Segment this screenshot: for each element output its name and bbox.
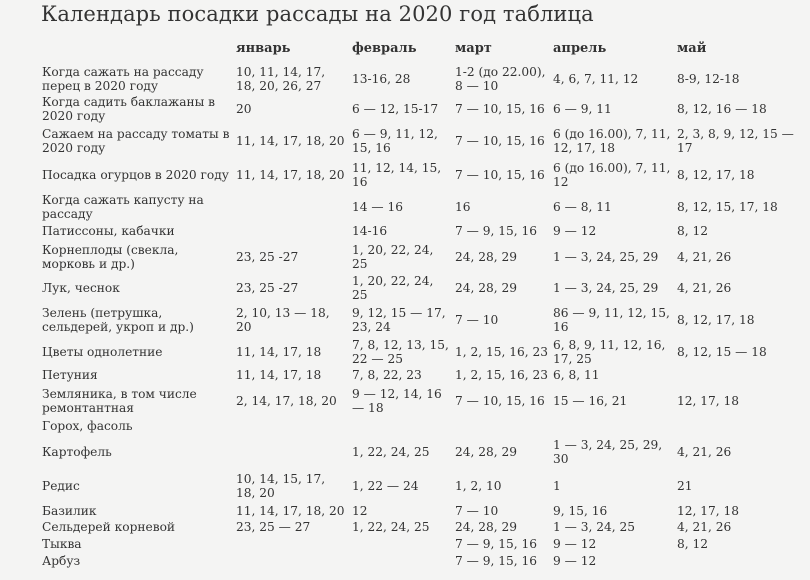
crop-name-cell: Зелень (петрушка, сельдерей, укроп и др.) xyxy=(42,306,194,334)
crop-name-cell: Когда сажать капусту на рассаду xyxy=(42,192,204,221)
january-cell xyxy=(236,535,352,552)
header-march: март xyxy=(455,41,492,56)
april-cell: 9 — 12 xyxy=(553,536,597,551)
april-cell xyxy=(553,418,677,434)
may-cell: 12, 17, 18 xyxy=(677,394,740,408)
table-row xyxy=(39,222,810,240)
crop-name-cell: Горох, фасоль xyxy=(42,419,133,433)
may-cell: 21 xyxy=(677,479,693,493)
february-cell: 1, 22, 24, 25 xyxy=(352,520,430,534)
table-row xyxy=(39,434,810,470)
february-cell: 1, 22, 24, 25 xyxy=(352,445,430,459)
january-cell: 23, 25 — 27 xyxy=(236,520,311,534)
january-cell xyxy=(236,222,352,240)
header-may: май xyxy=(677,41,707,56)
table-row xyxy=(39,240,810,274)
table-row xyxy=(39,418,810,434)
april-cell: 6 (до 16.00), 7, 11, 12 xyxy=(553,160,671,189)
crop-name-cell: Земляника, в том числе ремонтантная xyxy=(42,387,197,415)
february-cell: 14 — 16 xyxy=(352,199,403,214)
crop-name-cell: Когда садить баклажаны в 2020 году xyxy=(42,95,216,123)
table-row xyxy=(39,470,810,502)
april-cell: 6, 8, 9, 11, 12, 16, 17, 25 xyxy=(553,338,666,366)
may-cell xyxy=(677,366,810,384)
january-cell: 11, 14, 17, 18 xyxy=(236,368,322,382)
february-cell: 7, 8, 22, 23 xyxy=(352,368,422,382)
may-cell: 4, 21, 26 xyxy=(677,281,732,295)
february-cell: 9, 12, 15 — 17, 23, 24 xyxy=(352,306,446,334)
march-cell: 1, 2, 10 xyxy=(455,479,502,493)
header-january: январь xyxy=(236,41,291,56)
february-cell: 1, 20, 22, 24, 25 xyxy=(352,243,434,271)
crop-name-cell: Лук, чеснок xyxy=(42,281,120,295)
table-header-row xyxy=(39,42,810,62)
crop-name-cell: Сельдерей корневой xyxy=(42,520,176,534)
crop-name-cell: Картофель xyxy=(42,445,112,459)
april-cell: 6 — 9, 11 xyxy=(553,102,612,116)
crop-name-cell: Базилик xyxy=(42,503,97,518)
crop-name-cell: Когда сажать на рассаду перец в 2020 году xyxy=(42,64,204,93)
march-cell: 7 — 10, 15, 16 xyxy=(455,167,545,182)
may-cell: 2, 3, 8, 9, 12, 15 — 17 xyxy=(677,126,794,155)
header-april: апрель xyxy=(553,41,607,56)
february-cell: 1, 20, 22, 24, 25 xyxy=(352,274,434,302)
march-cell: 16 xyxy=(455,199,471,214)
crop-name-cell: Арбуз xyxy=(42,553,81,568)
february-cell: 6 — 12, 15-17 xyxy=(352,102,439,116)
may-cell: 8, 12 xyxy=(677,224,709,238)
april-cell: 9, 15, 16 xyxy=(553,503,608,518)
may-cell: 12, 17, 18 xyxy=(677,503,740,518)
march-cell: 24, 28, 29 xyxy=(455,281,518,295)
january-cell: 11, 14, 17, 18 xyxy=(236,345,322,359)
table-row xyxy=(39,338,810,366)
january-cell: 11, 14, 17, 18, 20 xyxy=(236,503,345,518)
crop-name-cell: Редис xyxy=(42,479,80,493)
table-body xyxy=(39,62,810,569)
january-cell: 2, 14, 17, 18, 20 xyxy=(236,394,337,408)
january-cell xyxy=(236,552,352,569)
february-cell xyxy=(352,535,455,552)
january-cell: 10, 14, 15, 17, 18, 20 xyxy=(236,472,326,500)
table-row xyxy=(39,535,810,552)
may-cell: 8, 12, 15 — 18 xyxy=(677,345,767,359)
march-cell: 7 — 10, 15, 16 xyxy=(455,133,545,148)
table-row xyxy=(39,274,810,302)
february-cell xyxy=(352,418,455,434)
crop-name-cell: Сажаем на рассаду томаты в 2020 году xyxy=(42,126,230,155)
march-cell: 7 — 10 xyxy=(455,313,499,327)
march-cell: 7 — 10, 15, 16 xyxy=(455,394,545,408)
april-cell: 9 — 12 xyxy=(553,553,597,568)
april-cell: 4, 6, 7, 11, 12 xyxy=(553,71,639,86)
april-cell: 6 — 8, 11 xyxy=(553,199,612,214)
april-cell: 1 — 3, 24, 25, 29 xyxy=(553,281,659,295)
table-row xyxy=(39,62,810,95)
crop-name-cell: Патиссоны, кабачки xyxy=(42,224,175,238)
march-cell: 7 — 10, 15, 16 xyxy=(455,102,545,116)
march-cell: 1, 2, 15, 16, 23 xyxy=(455,368,549,382)
february-cell: 13-16, 28 xyxy=(352,71,411,86)
march-cell xyxy=(455,418,553,434)
april-cell: 1 — 3, 24, 25, 29, 30 xyxy=(553,438,663,466)
march-cell: 7 — 9, 15, 16 xyxy=(455,224,537,238)
february-cell: 1, 22 — 24 xyxy=(352,479,419,493)
may-cell: 8, 12, 15, 17, 18 xyxy=(677,199,778,214)
april-cell: 6 (до 16.00), 7, 11, 12, 17, 18 xyxy=(553,126,671,155)
april-cell: 1 — 3, 24, 25, 29 xyxy=(553,250,659,264)
header-february: февраль xyxy=(352,41,417,56)
crop-name-cell: Петуния xyxy=(42,368,98,382)
january-cell: 2, 10, 13 — 18, 20 xyxy=(236,306,330,334)
february-cell: 6 — 9, 11, 12, 15, 16 xyxy=(352,126,438,155)
march-cell: 1, 2, 15, 16, 23 xyxy=(455,345,549,359)
january-cell xyxy=(236,434,352,470)
march-cell: 7 — 9, 15, 16 xyxy=(455,536,537,551)
table-row xyxy=(39,366,810,384)
march-cell: 24, 28, 29 xyxy=(455,250,518,264)
table-row xyxy=(39,384,810,418)
march-cell: 7 — 10 xyxy=(455,503,499,518)
crop-name-cell: Корнеплоды (свекла, морковь и др.) xyxy=(42,243,179,271)
may-cell: 4, 21, 26 xyxy=(677,250,732,264)
may-cell xyxy=(677,552,810,569)
table-row xyxy=(39,552,810,569)
may-cell xyxy=(677,418,810,434)
may-cell: 8, 12 xyxy=(677,536,709,551)
table-row xyxy=(39,158,810,191)
february-cell xyxy=(352,552,455,569)
march-cell: 24, 28, 29 xyxy=(455,445,518,459)
february-cell: 14-16 xyxy=(352,224,388,238)
january-cell: 10, 11, 14, 17, 18, 20, 26, 27 xyxy=(236,64,326,93)
february-cell: 12 xyxy=(352,503,368,518)
april-cell: 86 — 9, 11, 12, 15, 16 xyxy=(553,306,670,334)
table-row xyxy=(39,123,810,158)
table-row xyxy=(39,95,810,123)
march-cell: 1-2 (до 22.00), 8 — 10 xyxy=(455,64,546,93)
january-cell xyxy=(236,191,352,222)
may-cell: 8, 12, 17, 18 xyxy=(677,313,755,327)
february-cell: 11, 12, 14, 15, 16 xyxy=(352,160,442,189)
table-row xyxy=(39,519,810,535)
planting-calendar-table xyxy=(39,42,810,569)
january-cell: 11, 14, 17, 18, 20 xyxy=(236,167,345,182)
may-cell: 8, 12, 17, 18 xyxy=(677,167,755,182)
march-cell: 24, 28, 29 xyxy=(455,520,518,534)
page-title: Календарь посадки рассады на 2020 год таблица xyxy=(41,2,594,26)
april-cell: 6, 8, 11 xyxy=(553,368,600,382)
may-cell: 4, 21, 26 xyxy=(677,520,732,534)
crop-name-cell: Тыква xyxy=(42,536,82,551)
april-cell: 1 — 3, 24, 25 xyxy=(553,520,635,534)
crop-name-cell: Посадка огурцов в 2020 году xyxy=(42,167,229,182)
may-cell: 8-9, 12-18 xyxy=(677,71,740,86)
march-cell: 7 — 9, 15, 16 xyxy=(455,553,537,568)
table-row xyxy=(39,502,810,519)
table-row xyxy=(39,302,810,338)
february-cell: 7, 8, 12, 13, 15, 22 — 25 xyxy=(352,338,449,366)
april-cell: 15 — 16, 21 xyxy=(553,394,628,408)
february-cell: 9 — 12, 14, 16 — 18 xyxy=(352,387,442,415)
april-cell: 1 xyxy=(553,479,561,493)
january-cell: 23, 25 -27 xyxy=(236,250,299,264)
january-cell: 11, 14, 17, 18, 20 xyxy=(236,133,345,148)
may-cell: 8, 12, 16 — 18 xyxy=(677,102,767,116)
january-cell xyxy=(236,418,352,434)
header-crop xyxy=(39,42,236,62)
may-cell: 4, 21, 26 xyxy=(677,445,732,459)
table-row xyxy=(39,191,810,222)
april-cell: 9 — 12 xyxy=(553,224,597,238)
crop-name-cell: Цветы однолетние xyxy=(42,345,163,359)
january-cell: 20 xyxy=(236,102,252,116)
january-cell: 23, 25 -27 xyxy=(236,281,299,295)
